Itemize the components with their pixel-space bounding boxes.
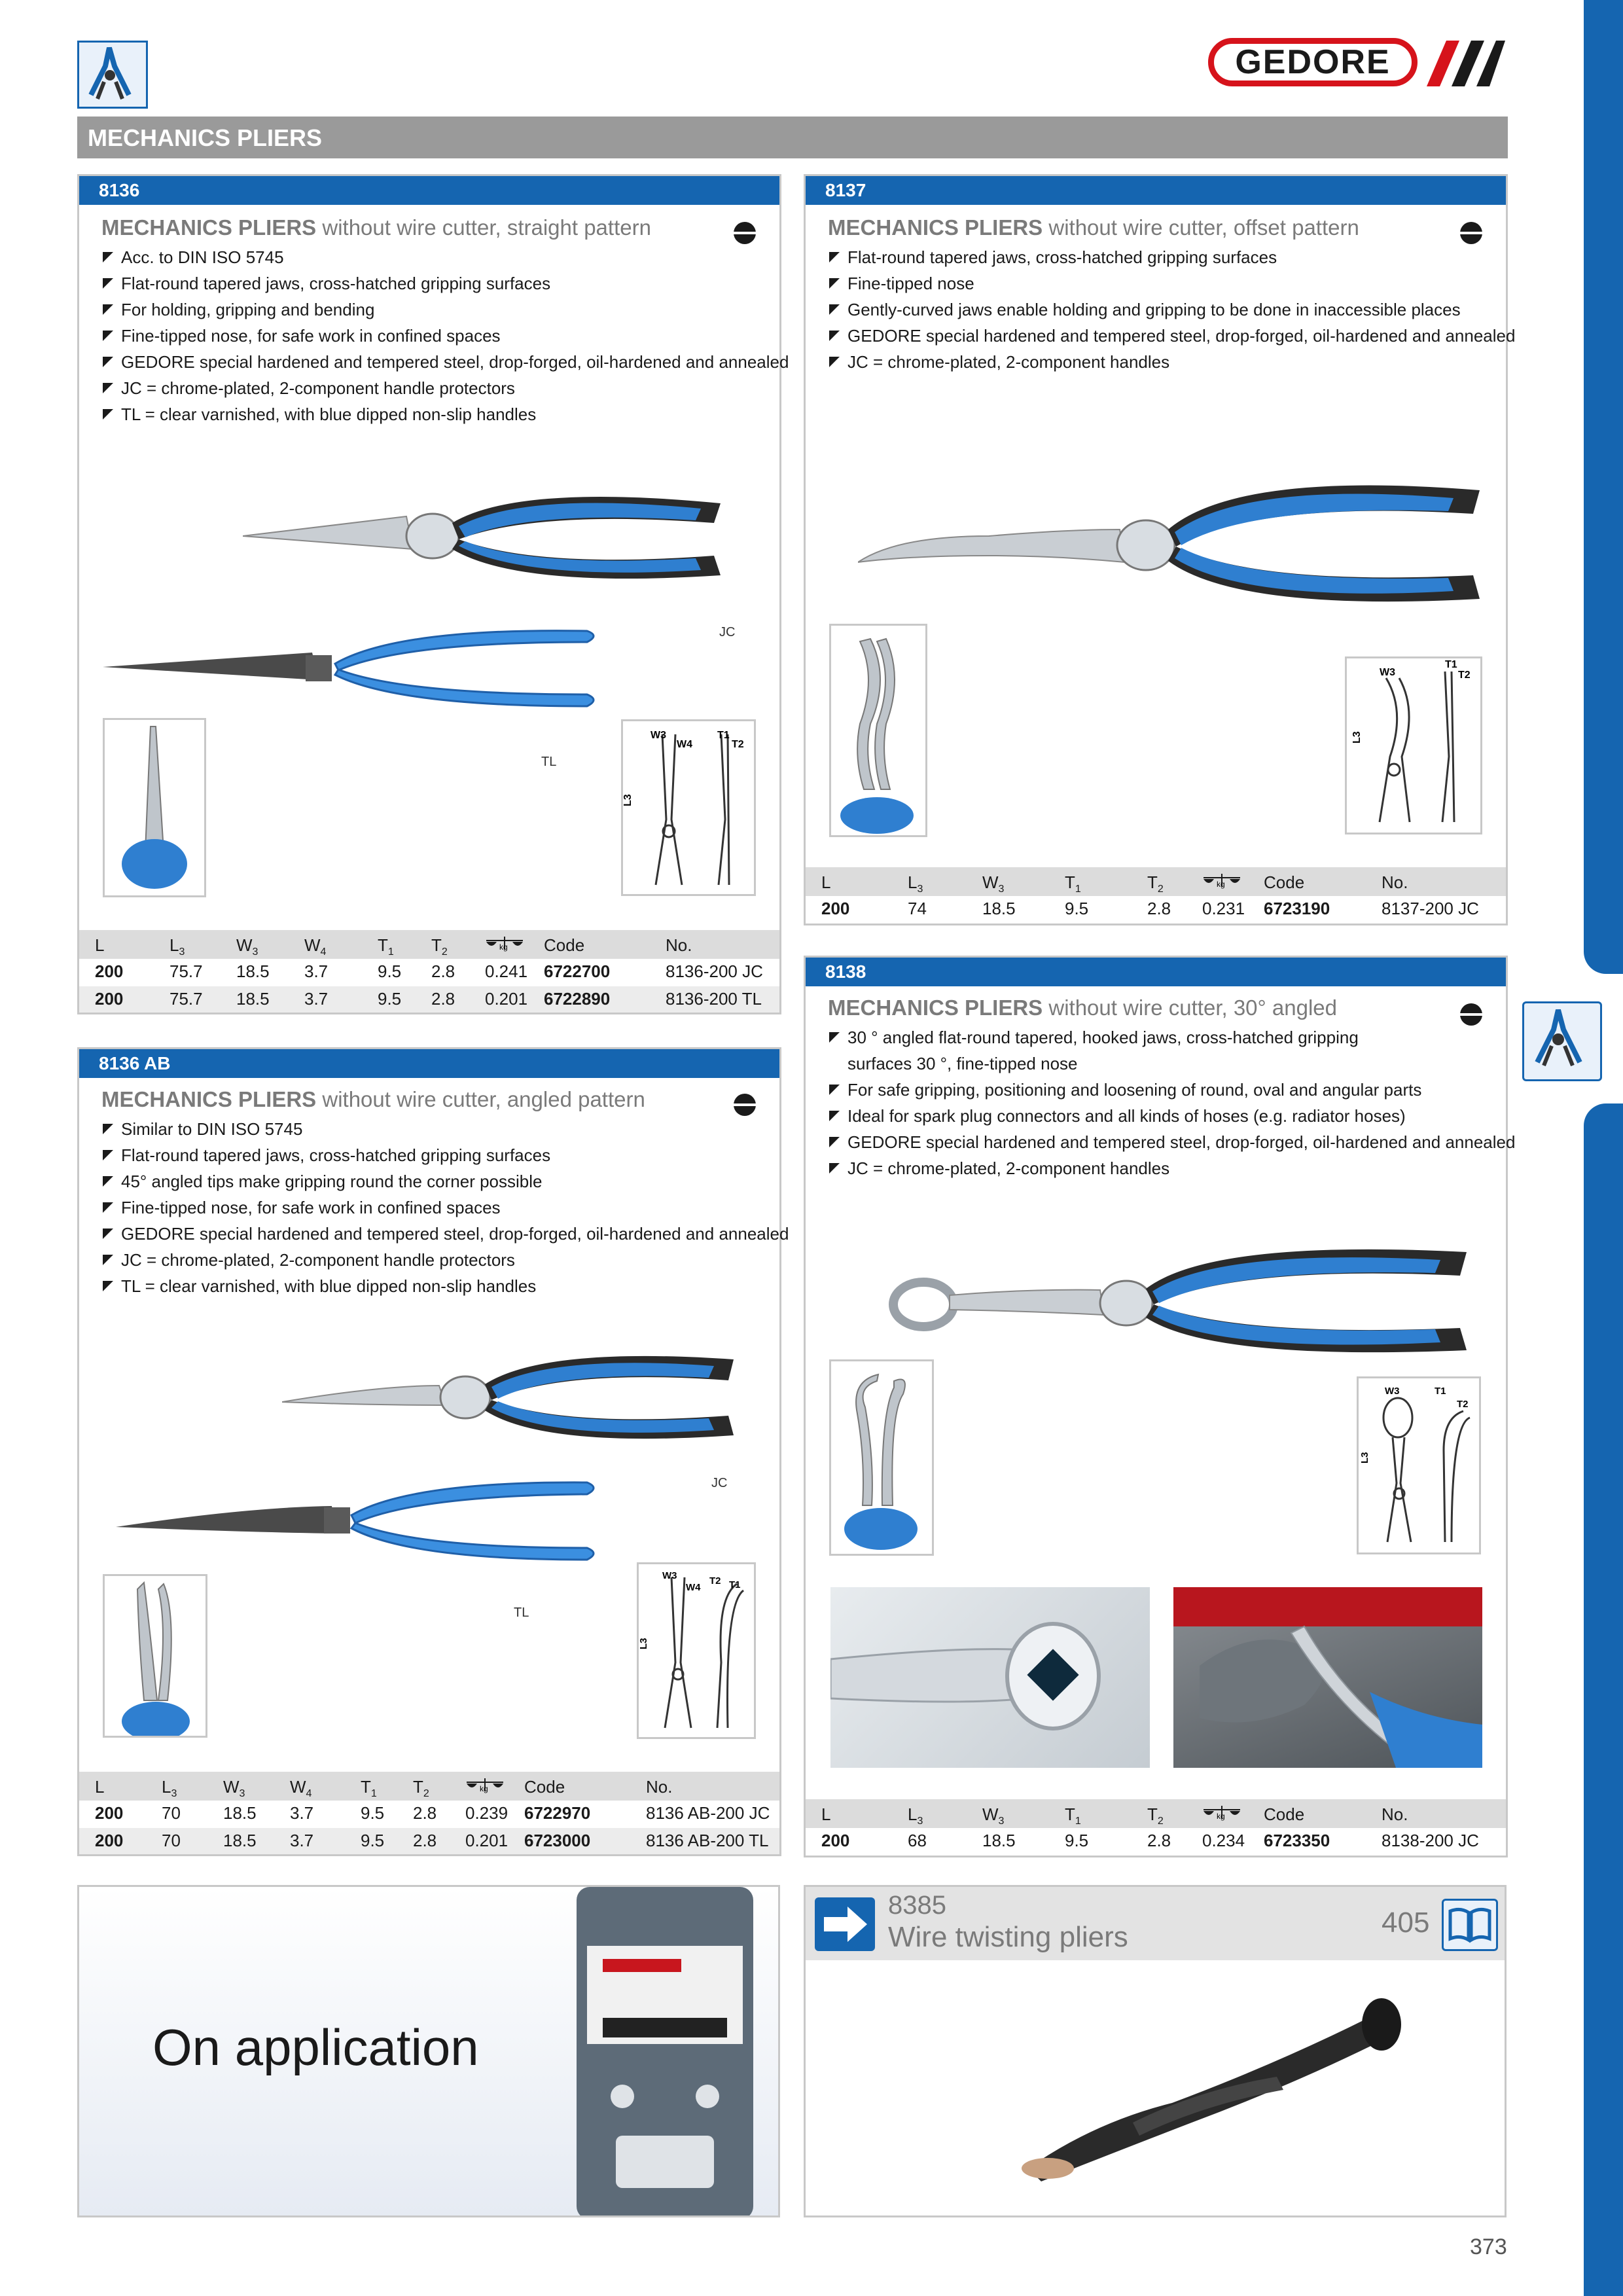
col-header: $W_3$ (236, 935, 259, 958)
application-photo-closeup (830, 1587, 1150, 1768)
spec-table-header (79, 1772, 779, 1801)
feature-item: GEDORE special hardened and tempered steel, drop-forged, oil-hardened and annealed (101, 349, 789, 375)
svg-text:kg: kg (480, 1784, 488, 1793)
feature-item: Ideal for spark plug connectors and all kinds of hoses (e.g. radiator hoses) (828, 1103, 1515, 1129)
product-title: MECHANICS PLIERS without wire cutter, 30° angled (828, 996, 1337, 1020)
feature-list (101, 1116, 789, 1299)
dimension-diagram (637, 1562, 756, 1739)
svg-text:T1: T1 (1435, 1386, 1446, 1397)
gedore-logo: GEDORE (1208, 38, 1418, 86)
pliers-tl-image (103, 615, 613, 726)
table-row: 200 75.7 18.5 3.7 9.5 2.8 0.201 6722890 8136-200 TL (79, 986, 779, 1013)
feature-item: GEDORE special hardened and tempered steel, drop-forged, oil-hardened and annealed (828, 323, 1515, 349)
product-panel-8137 (804, 174, 1516, 925)
cross-reference-title: Wire twisting pliers (888, 1921, 1128, 1953)
packaging-hanger-image (550, 1887, 773, 2217)
svg-text:L3: L3 (623, 794, 633, 806)
svg-text:W3: W3 (662, 1570, 677, 1581)
col-header: $W_3$ (223, 1777, 245, 1800)
cross-reference-page[interactable]: 405 (1382, 1907, 1430, 1939)
col-header: L (95, 1777, 105, 1797)
cross-reference-number: 8385 (888, 1891, 946, 1920)
table-row: 200 70 18.5 3.7 9.5 2.8 0.201 6723000 8136 AB-200 TL (79, 1828, 779, 1854)
svg-text:L3: L3 (1351, 731, 1363, 744)
col-header: $T_2$ (1147, 872, 1164, 895)
svg-text:W3: W3 (651, 730, 666, 741)
feature-item: 30 ° angled flat-round tapered, hooked jaws, cross-hatched gripping (828, 1024, 1515, 1050)
category-pliers-icon (77, 41, 148, 109)
pliers-jc-image (858, 464, 1486, 615)
col-header: $T_1$ (378, 935, 394, 958)
product-title: MECHANICS PLIERS without wire cutter, offset pattern (828, 215, 1359, 240)
table-row: 200 75.7 18.5 3.7 9.5 2.8 0.241 6722700 8136-200 JC (95, 961, 763, 981)
col-header: $T_2$ (431, 935, 448, 958)
feature-item: Fine-tipped nose, for safe work in confined spaces (101, 1194, 789, 1221)
pliers-tl-image (116, 1468, 600, 1579)
pliers-jc-image (884, 1232, 1473, 1363)
feature-item: JC = chrome-plated, 2-component handles (828, 349, 1515, 375)
table-row: 200 74 18.5 9.5 2.8 0.231 6723190 8137-200 JC (821, 899, 1479, 918)
svg-text:kg: kg (1217, 1812, 1225, 1821)
product-panel-8138 (804, 956, 1516, 1857)
svg-text:kg: kg (1217, 880, 1225, 889)
feature-item: TL = clear varnished, with blue dipped non-slip handles (101, 1273, 789, 1299)
svg-text:T1: T1 (729, 1579, 741, 1590)
feature-item: TL = clear varnished, with blue dipped non-slip handles (101, 401, 789, 427)
svg-text:L3: L3 (1359, 1452, 1370, 1463)
weight-icon (465, 1777, 505, 1799)
col-header: L (821, 1804, 831, 1824)
feature-list (828, 244, 1515, 375)
feature-item: Fine-tipped nose (828, 270, 1515, 296)
feature-item: JC = chrome-plated, 2-component handle protectors (101, 1247, 789, 1273)
product-title: MECHANICS PLIERS without wire cutter, straight pattern (101, 215, 651, 240)
feature-item: JC = chrome-plated, 2-component handles (828, 1155, 1515, 1181)
page-number: 373 (1470, 2234, 1507, 2259)
col-header: No. (646, 1777, 673, 1797)
svg-text:T2: T2 (1457, 1399, 1469, 1410)
product-code-header: 8138 (806, 958, 1506, 986)
svg-text:T2: T2 (709, 1575, 721, 1587)
table-row: 200 70 18.5 3.7 9.5 2.8 0.239 6722970 8136 AB-200 JC (95, 1803, 770, 1823)
section-title-bar (77, 117, 1508, 158)
product-title: MECHANICS PLIERS without wire cutter, angled pattern (101, 1087, 645, 1111)
col-header: $W_3$ (982, 872, 1005, 895)
variant-label-jc: JC (719, 625, 736, 639)
svg-text:T1: T1 (717, 730, 730, 741)
col-header: L (821, 872, 831, 892)
col-header: $L_3$ (162, 1777, 177, 1800)
feature-item: For safe gripping, positioning and loosening of round, oval and angular parts (828, 1077, 1515, 1103)
feature-item: Gently-curved jaws enable holding and gripping to be done in inaccessible places (828, 296, 1515, 323)
spec-table-header (806, 1799, 1506, 1828)
col-header: Code (524, 1777, 565, 1797)
svg-text:T1: T1 (1445, 659, 1457, 670)
svg-text:W3: W3 (1385, 1386, 1400, 1397)
svg-text:W4: W4 (677, 739, 692, 750)
dimension-diagram (1357, 1376, 1481, 1554)
feature-item: For holding, gripping and bending (101, 296, 789, 323)
pliers-tip-thumbnail (829, 624, 927, 837)
feature-item: Fine-tipped nose, for safe work in confined spaces (101, 323, 789, 349)
variant-label-tl: TL (514, 1605, 529, 1620)
col-header: $T_1$ (1065, 872, 1081, 895)
product-panel-8136 (77, 174, 789, 1014)
col-header: $L_3$ (908, 1804, 923, 1827)
pliers-tip-thumbnail (829, 1359, 934, 1556)
svg-text:W3: W3 (1380, 667, 1395, 678)
on-application-panel (77, 1885, 780, 2217)
feature-item: GEDORE special hardened and tempered steel, drop-forged, oil-hardened and annealed (828, 1129, 1515, 1155)
col-header: $L_3$ (908, 872, 923, 895)
flat-round-profile-icon (1460, 1003, 1482, 1026)
feature-item-continued: surfaces 30 °, fine-tipped nose (847, 1054, 1078, 1073)
pliers-jc-image (282, 1340, 740, 1458)
svg-text:T2: T2 (1458, 670, 1471, 681)
feature-item: GEDORE special hardened and tempered steel, drop-forged, oil-hardened and annealed (101, 1221, 789, 1247)
feature-item: Flat-round tapered jaws, cross-hatched gripping surfaces (101, 1142, 789, 1168)
spec-table-header (79, 930, 779, 959)
product-code-header: 8136 AB (79, 1049, 779, 1078)
dimension-diagram (621, 719, 756, 896)
logo-slashes-icon (1420, 41, 1505, 86)
feature-item: JC = chrome-plated, 2-component handle protectors (101, 375, 789, 401)
spec-table-header (806, 867, 1506, 896)
arrow-right-icon[interactable] (815, 1897, 875, 1951)
flat-round-profile-icon (734, 1094, 756, 1116)
on-application-text: On application (152, 2018, 479, 2076)
product-panel-8136ab (77, 1047, 789, 1856)
col-header: $L_3$ (169, 935, 185, 958)
application-photo-engine (1173, 1587, 1482, 1768)
col-header: $T_2$ (1147, 1804, 1164, 1827)
cross-reference-header (806, 1887, 1505, 1960)
feature-item: Similar to DIN ISO 5745 (101, 1116, 789, 1142)
side-pliers-icon[interactable] (1522, 1001, 1602, 1081)
weight-icon (485, 935, 524, 957)
product-code-header: 8137 (806, 176, 1506, 205)
weight-icon (1202, 1804, 1241, 1826)
flat-round-profile-icon (734, 222, 756, 244)
pliers-tip-thumbnail (103, 718, 206, 897)
table-row: 200 68 18.5 9.5 2.8 0.234 6723350 8138-200 JC (821, 1831, 1479, 1850)
col-header: No. (1382, 1804, 1408, 1824)
spec-table (79, 930, 779, 1015)
svg-text:kg: kg (499, 942, 508, 952)
side-tab-strip-top (1584, 0, 1623, 974)
cross-reference-panel[interactable] (804, 1885, 1507, 2217)
catalog-book-icon[interactable] (1442, 1899, 1498, 1951)
wire-twisting-pliers-image (1002, 1992, 1408, 2188)
feature-list (101, 244, 789, 427)
col-header: Code (544, 935, 585, 955)
dimension-diagram (1345, 656, 1482, 834)
svg-text:W4: W4 (686, 1582, 701, 1593)
spec-table (79, 1772, 779, 1857)
section-title: MECHANICS PLIERS (88, 124, 323, 151)
col-header: $W_3$ (982, 1804, 1005, 1827)
feature-item: Flat-round tapered jaws, cross-hatched gripping surfaces (828, 244, 1515, 270)
feature-item: Acc. to DIN ISO 5745 (101, 244, 789, 270)
side-tab-strip-bottom (1584, 1103, 1623, 2296)
col-header: L (95, 935, 105, 955)
col-header: $T_1$ (361, 1777, 377, 1800)
feature-item: Flat-round tapered jaws, cross-hatched gripping surfaces (101, 270, 789, 296)
feature-item: 45° angled tips make gripping round the corner possible (101, 1168, 789, 1194)
svg-text:T2: T2 (732, 739, 744, 750)
col-header: Code (1264, 1804, 1305, 1824)
variant-label-jc: JC (711, 1476, 728, 1490)
col-header: Code (1264, 872, 1305, 892)
product-code-header: 8136 (79, 176, 779, 205)
flat-round-profile-icon (1460, 222, 1482, 244)
col-header: No. (666, 935, 692, 955)
spec-table (806, 1799, 1506, 1857)
col-header: $T_2$ (413, 1777, 429, 1800)
weight-icon (1202, 872, 1241, 894)
pliers-tip-thumbnail (103, 1574, 207, 1738)
svg-text:L3: L3 (639, 1638, 649, 1649)
spec-table (806, 867, 1506, 925)
col-header: No. (1382, 872, 1408, 892)
col-header: $W_4$ (304, 935, 327, 958)
feature-list (828, 1024, 1515, 1181)
variant-label-tl: TL (541, 755, 557, 769)
col-header: $T_1$ (1065, 1804, 1081, 1827)
col-header: $W_4$ (290, 1777, 312, 1800)
pliers-jc-image (243, 477, 727, 601)
